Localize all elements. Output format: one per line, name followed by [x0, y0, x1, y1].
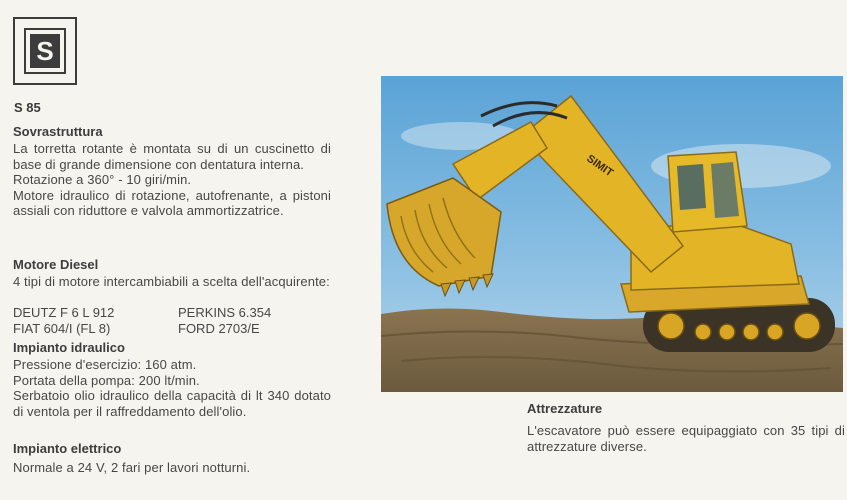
engine-item: PERKINS 6.354	[178, 305, 272, 320]
motore-intro: 4 tipi di motore intercambiabili a scelta dell'acquirente:	[13, 274, 330, 289]
heading-attrezzature: Attrezzature	[527, 401, 603, 416]
idraulico-l1: Pressione d'esercizio: 160 atm.	[13, 357, 197, 372]
idraulico-l3: Serbatoio olio idraulico della capacità di lt 340 dotato di ventola per il raffreddamento dell'olio.	[13, 388, 331, 419]
sovrastruttura-text	[13, 141, 331, 219]
machine-lettering: SIMIT	[584, 152, 616, 180]
engine-item: FORD 2703/E	[178, 320, 260, 336]
excavator-photo	[381, 76, 843, 392]
sovrastruttura-p3: Motore idraulico di rotazione, autofrenante, a pistoni assiali con riduttore e valvola ammortizzatrice.	[13, 187, 331, 218]
logo-letter: S	[30, 34, 60, 68]
excavator-illustration	[381, 76, 843, 392]
attrezzature-text: L'escavatore può essere equipaggiato con 35 tipi di attrezzature diverse.	[527, 423, 845, 454]
engine-list	[13, 305, 331, 336]
sovrastruttura-p2: Rotazione a 360° - 10 giri/min.	[13, 172, 192, 187]
sovrastruttura-p1: La torretta rotante è montata su di un cuscinetto di base di grande dimensione con dentatura interna.	[13, 141, 331, 172]
elettrico-text: Normale a 24 V, 2 fari per lavori notturni.	[13, 460, 251, 475]
brand-logo	[13, 17, 77, 85]
model-title: S 85	[14, 100, 41, 115]
heading-idraulico: Impianto idraulico	[13, 340, 125, 355]
engine-row	[13, 305, 331, 321]
heading-motore: Motore Diesel	[13, 257, 99, 272]
idraulico-l2: Portata della pompa: 200 lt/min.	[13, 372, 200, 388]
engine-item: FIAT 604/I (FL 8)	[13, 320, 111, 336]
heading-elettrico: Impianto elettrico	[13, 441, 122, 456]
idraulico-text	[13, 357, 331, 419]
engine-row	[13, 321, 331, 337]
logo-frame	[24, 28, 66, 74]
heading-sovrastruttura: Sovrastruttura	[13, 124, 103, 139]
engine-item: DEUTZ F 6 L 912	[13, 305, 115, 320]
